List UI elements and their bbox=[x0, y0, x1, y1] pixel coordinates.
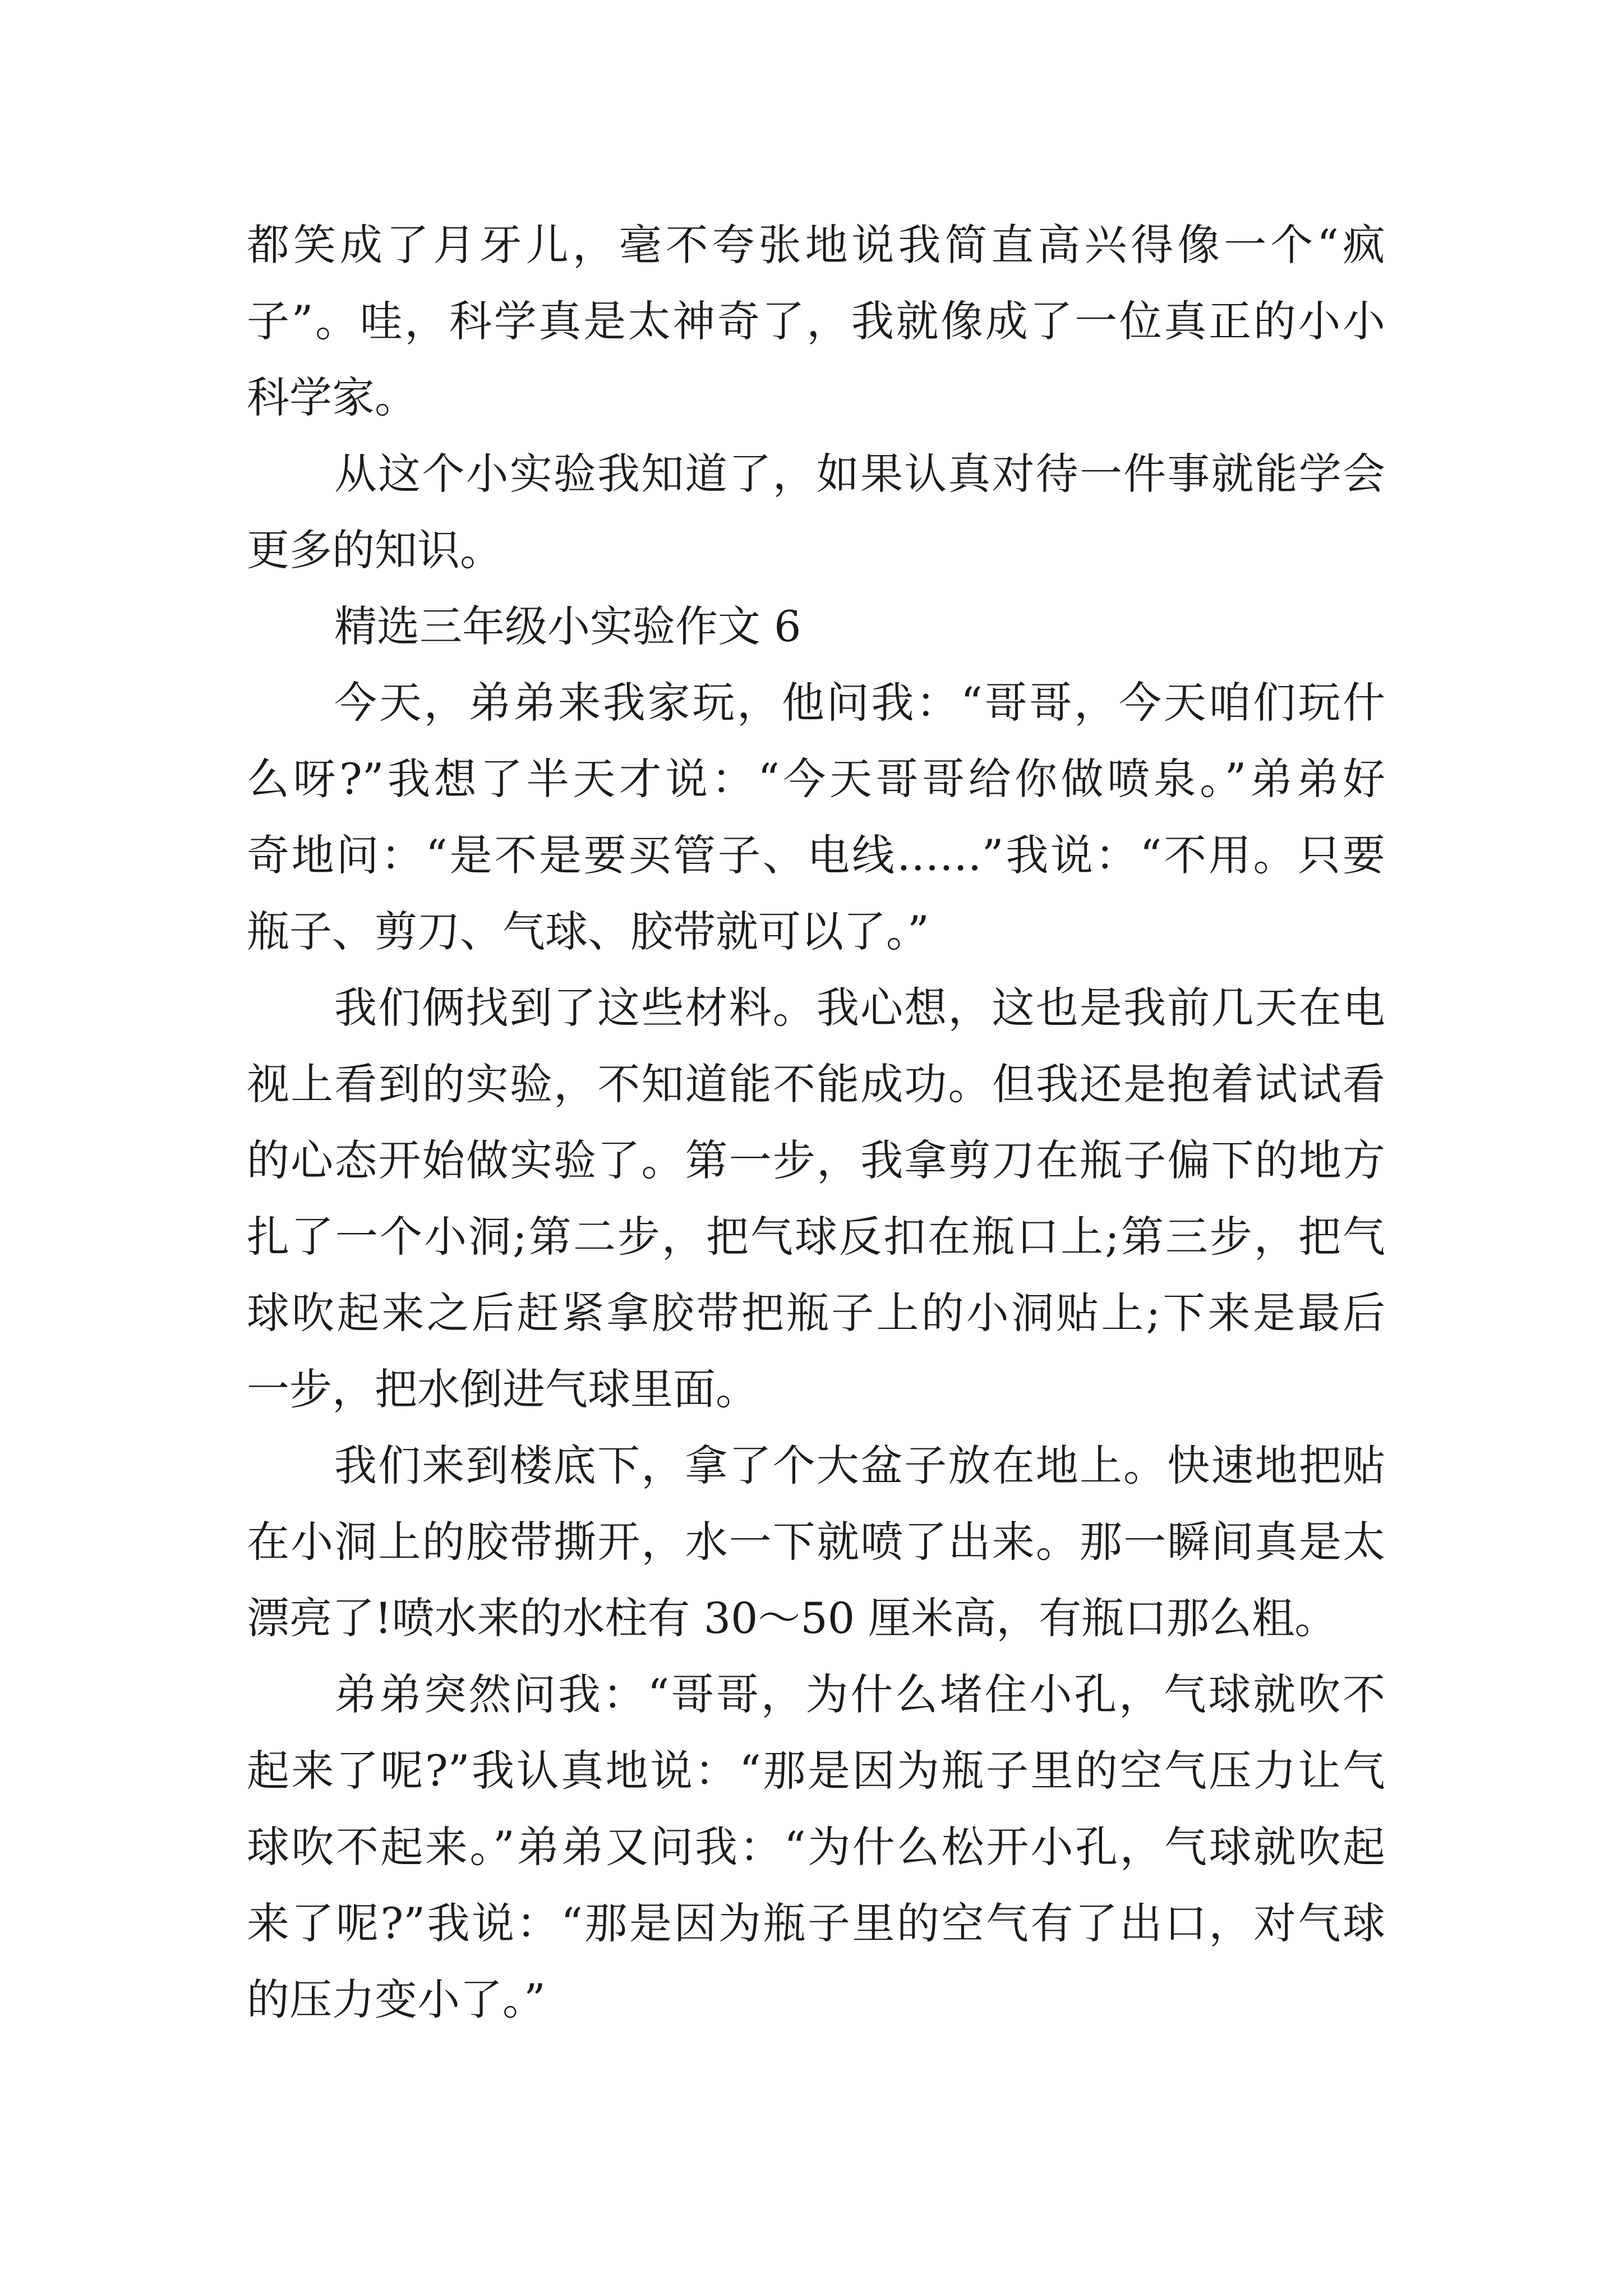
paragraph-line: 一步，把水倒进气球里面。 bbox=[247, 1364, 758, 1414]
paragraph-line: 子”。哇，科学真是太神奇了，我就像成了一位真正的小小 bbox=[247, 296, 1385, 346]
paragraph-line: 我们来到楼底下，拿了个大盆子放在地上。快速地把贴 bbox=[334, 1441, 1385, 1490]
paragraph-line: 的压力变小了。” bbox=[247, 1975, 546, 2024]
paragraph-line: 更多的知识。 bbox=[247, 525, 502, 575]
paragraph-line: 科学家。 bbox=[247, 372, 417, 422]
paragraph-line: 漂亮了!喷水来的水柱有 30～50 厘米高，有瓶口那么粗。 bbox=[247, 1593, 1338, 1643]
paragraph-line: 么呀?”我想了半天才说：“今天哥哥给你做喷泉。”弟弟好 bbox=[247, 754, 1385, 804]
paragraph-line: 来了呢?”我说：“那是因为瓶子里的空气有了出口，对气球 bbox=[247, 1898, 1385, 1948]
paragraph-line: 的心态开始做实验了。第一步，我拿剪刀在瓶子偏下的地方 bbox=[247, 1135, 1385, 1185]
paragraph-line: 瓶子、剪刀、气球、胶带就可以了。” bbox=[247, 907, 929, 956]
paragraph-line: 球吹不起来。”弟弟又问我：“为什么松开小孔，气球就吹起 bbox=[247, 1822, 1385, 1872]
paragraph-line: 在小洞上的胶带撕开，水一下就喷了出来。那一瞬间真是太 bbox=[247, 1517, 1385, 1567]
paragraph-line: 球吹起来之后赶紧拿胶带把瓶子上的小洞贴上;下来是最后 bbox=[247, 1288, 1385, 1338]
paragraph-line: 起来了呢?”我认真地说：“那是因为瓶子里的空气压力让气 bbox=[247, 1746, 1385, 1796]
paragraph-line: 奇地问：“是不是要买管子、电线……”我说：“不用。只要 bbox=[247, 830, 1385, 880]
paragraph-line: 我们俩找到了这些材料。我心想，这也是我前几天在电 bbox=[334, 983, 1385, 1033]
paragraph-line: 都笑成了月牙儿，毫不夸张地说我简直高兴得像一个“疯 bbox=[247, 220, 1385, 270]
paragraph-line: 扎了一个小洞;第二步，把气球反扣在瓶口上;第三步，把气 bbox=[247, 1212, 1385, 1262]
paragraph-line: 视上看到的实验，不知道能不能成功。但我还是抱着试试看 bbox=[247, 1059, 1385, 1109]
paragraph-line: 今天，弟弟来我家玩，他问我：“哥哥，今天咱们玩什 bbox=[334, 678, 1385, 728]
section-heading: 精选三年级小实验作文 6 bbox=[334, 601, 801, 651]
paragraph-line: 弟弟突然问我：“哥哥，为什么堵住小孔，气球就吹不 bbox=[334, 1669, 1385, 1719]
paragraph-line: 从这个小实验我知道了，如果认真对待一件事就能学会 bbox=[334, 449, 1385, 499]
